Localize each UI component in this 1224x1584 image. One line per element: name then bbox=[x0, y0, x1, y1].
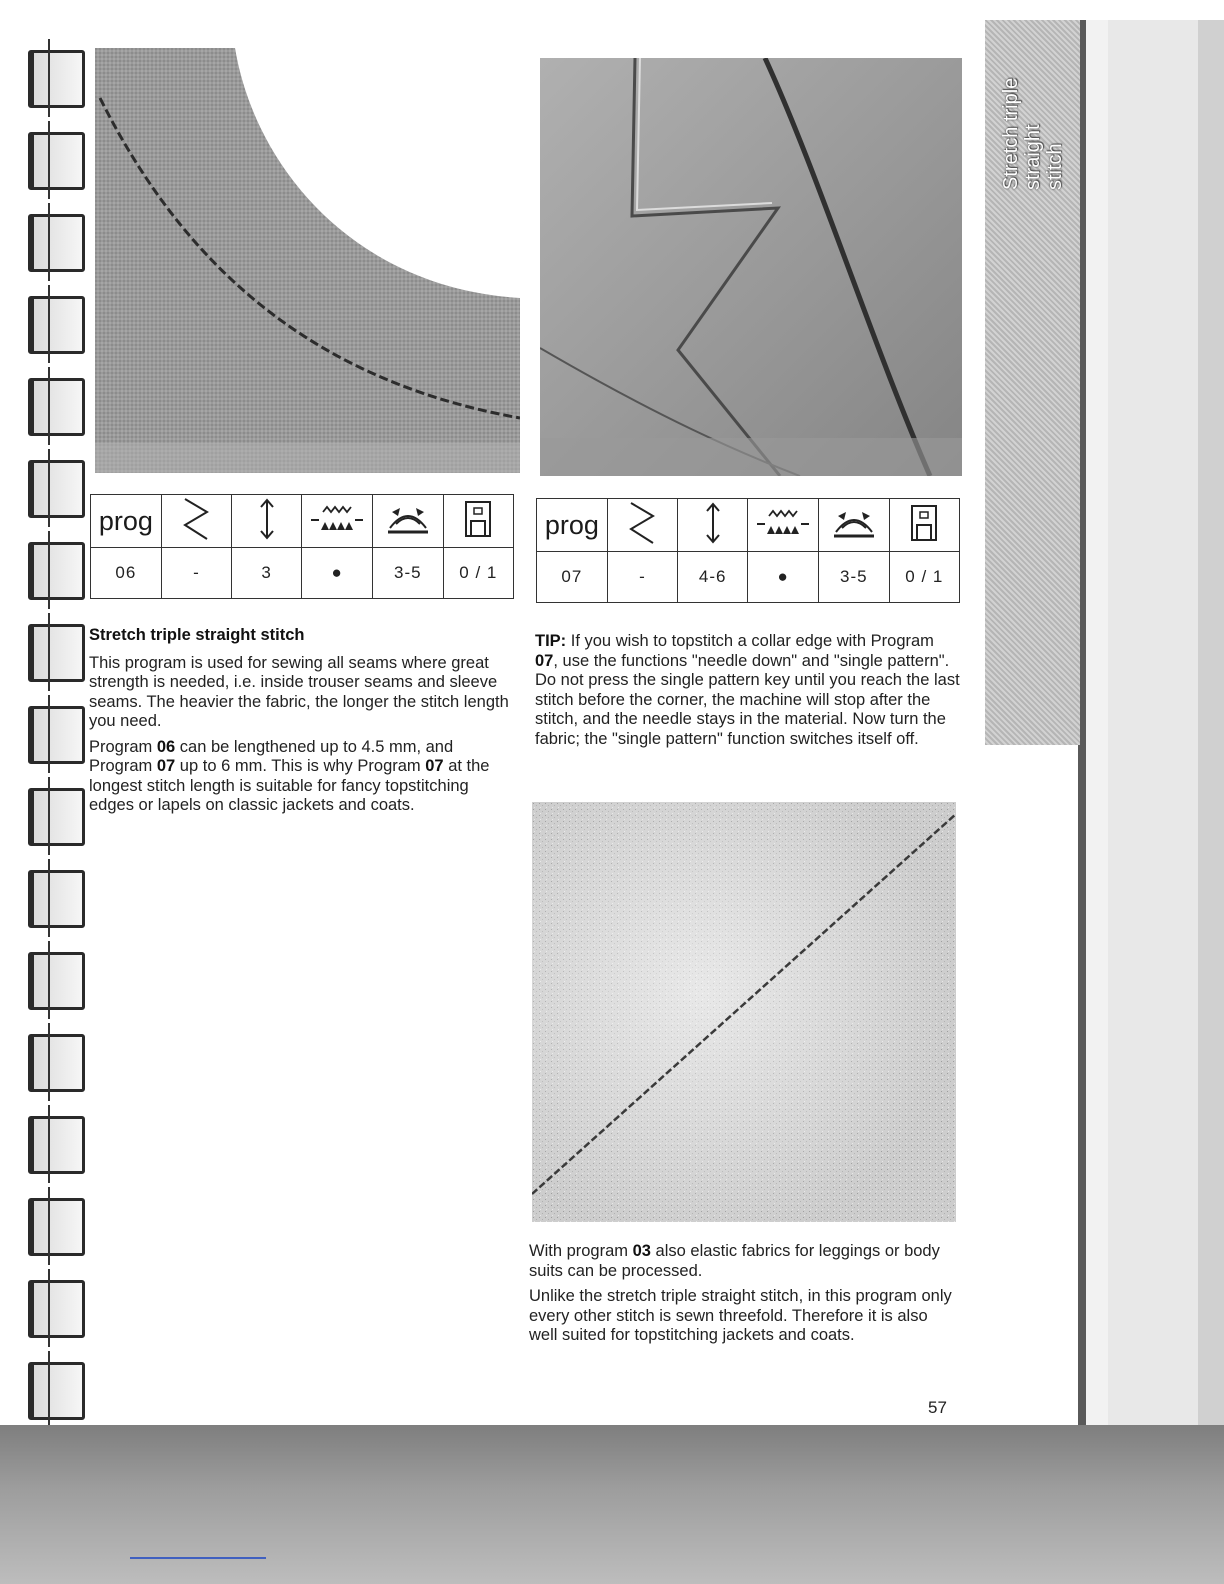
binding-ring bbox=[28, 1116, 85, 1174]
feed-dog-icon bbox=[748, 499, 819, 552]
binding-ring bbox=[28, 296, 85, 354]
prog-value: 06 bbox=[91, 548, 162, 599]
presser-foot-value: 0 / 1 bbox=[443, 548, 513, 599]
binding-ring bbox=[28, 50, 85, 108]
binding-ring bbox=[28, 132, 85, 190]
binding-ring bbox=[28, 870, 85, 928]
stitch-length-icon bbox=[678, 499, 748, 552]
diagonal-stitch-photo bbox=[532, 802, 956, 1222]
binding-ring bbox=[28, 1280, 85, 1338]
prog-header: prog bbox=[91, 495, 162, 548]
left-text-column bbox=[89, 626, 517, 822]
stitch-length-value: 3 bbox=[232, 548, 302, 599]
stitch-width-icon bbox=[607, 499, 677, 552]
side-tab-line1: Stretch triple straight bbox=[999, 77, 1044, 190]
section-heading: Stretch triple straight stitch bbox=[89, 626, 305, 644]
binding-ring bbox=[28, 1362, 85, 1420]
settings-table-left bbox=[90, 494, 514, 599]
presser-foot-icon bbox=[889, 499, 959, 552]
tip-text bbox=[535, 632, 960, 755]
binding-ring bbox=[28, 1034, 85, 1092]
tip-paragraph: TIP: If you wish to topstitch a collar edge with Program 07, use the functions "needle down" and "single pattern". Do not press the single pattern key until you reach the last stitch before the corner, the machine will stop after the stitch, and the needle stays in the material. Now turn the fabric; the "single pattern" function switches itself off. bbox=[535, 632, 960, 748]
presser-foot-icon bbox=[443, 495, 513, 548]
binding-ring bbox=[28, 952, 85, 1010]
binding-ring bbox=[28, 460, 85, 518]
bottom-text bbox=[529, 1242, 954, 1352]
prog-header: prog bbox=[537, 499, 608, 552]
stitch-length-value: 4-6 bbox=[678, 552, 748, 603]
description-paragraph: This program is used for sewing all seams where great strength is needed, i.e. inside trouser seams and sleeve seams. The heavier the fabric, the longer the stitch length you need. bbox=[89, 653, 509, 730]
binding-ring bbox=[28, 542, 85, 600]
binding-ring bbox=[28, 706, 85, 764]
feed-dog-icon bbox=[302, 495, 373, 548]
feed-dog-value: ● bbox=[302, 548, 373, 599]
side-tab-line2: stitch bbox=[1043, 143, 1066, 190]
program-length-paragraph: Program 06 can be lengthened up to 4.5 mm, and Program 07 up to 6 mm. This is why Program 07 at the longest stitch length is suitable for fancy topstitching edges or lapels on classic jackets and coats. bbox=[89, 737, 490, 814]
section-side-tab bbox=[985, 20, 1080, 745]
binding-ring bbox=[28, 624, 85, 682]
binding-ring bbox=[28, 788, 85, 846]
scan-shadow bbox=[0, 1425, 1224, 1584]
settings-table-right bbox=[536, 498, 960, 603]
stitch-width-icon bbox=[161, 495, 231, 548]
presser-foot-value: 0 / 1 bbox=[889, 552, 959, 603]
binding-ring bbox=[28, 214, 85, 272]
bottom-rule bbox=[130, 1557, 266, 1559]
prog-value: 07 bbox=[537, 552, 608, 603]
spiral-binding bbox=[0, 20, 95, 1420]
pressure-value: 3-5 bbox=[373, 548, 444, 599]
binding-ring bbox=[28, 1198, 85, 1256]
stitch-width-value: - bbox=[607, 552, 677, 603]
page-number: 57 bbox=[928, 1398, 947, 1417]
binding-ring bbox=[28, 378, 85, 436]
presser-foot-pressure-icon bbox=[373, 495, 444, 548]
presser-foot-pressure-icon bbox=[819, 499, 890, 552]
program-03-paragraph: With program 03 also elastic fabrics for leggings or body suits can be processed. bbox=[529, 1242, 940, 1280]
program-03-detail-paragraph: Unlike the stretch triple straight stitch, in this program only every other stitch is sewn threefold. Therefore it is also well suited for topstitching jackets and coats. bbox=[529, 1287, 952, 1344]
pressure-value: 3-5 bbox=[819, 552, 890, 603]
lapel-photo bbox=[540, 58, 962, 476]
feed-dog-value: ● bbox=[748, 552, 819, 603]
page-edge bbox=[1078, 20, 1224, 1440]
stitch-width-value: - bbox=[161, 548, 231, 599]
curved-seam-photo bbox=[95, 48, 520, 473]
stitch-length-icon bbox=[232, 495, 302, 548]
